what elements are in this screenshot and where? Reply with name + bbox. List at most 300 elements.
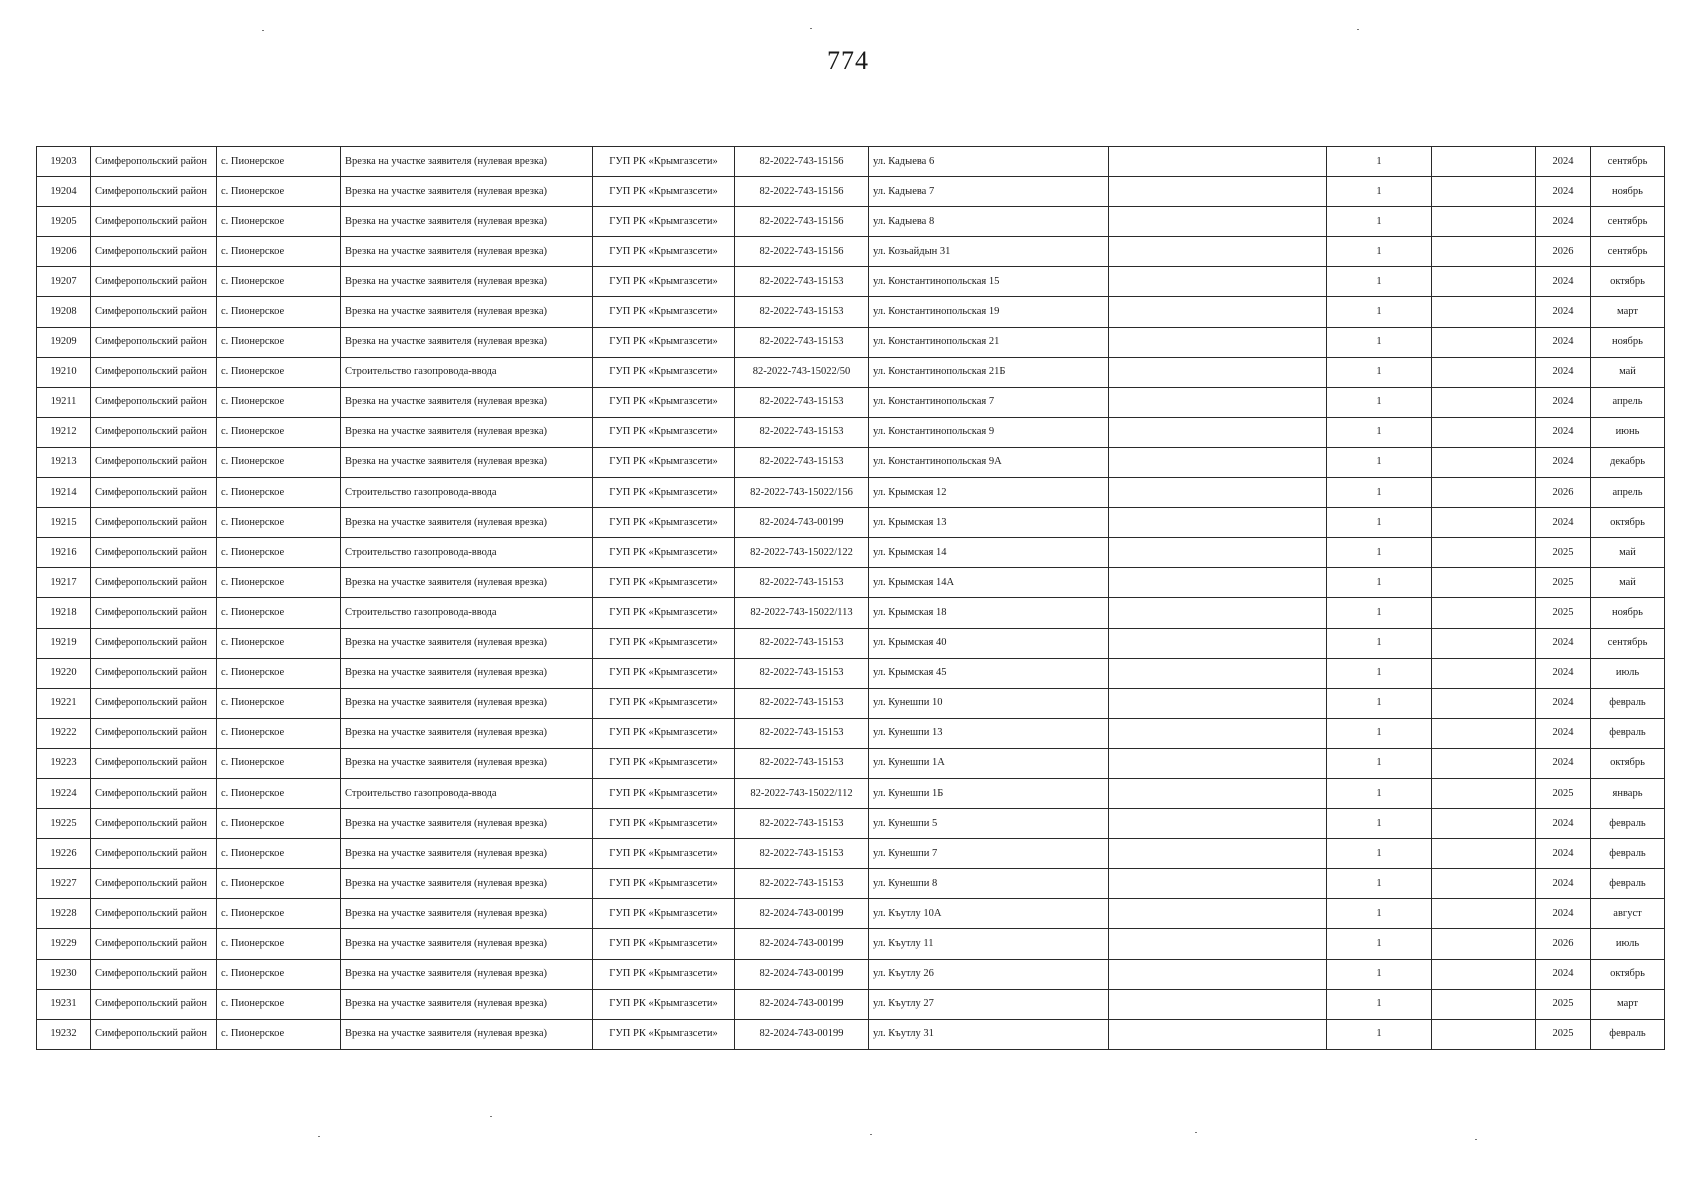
table-body xyxy=(37,147,1665,1050)
code-cell: 82-2022-743-15153 xyxy=(735,839,869,869)
code-cell: 82-2022-743-15153 xyxy=(735,267,869,297)
table-row xyxy=(37,237,1665,267)
work-description-cell: Врезка на участке заявителя (нулевая врезка) xyxy=(341,959,593,989)
year-cell: 2024 xyxy=(1536,809,1591,839)
code-cell: 82-2022-743-15153 xyxy=(735,628,869,658)
month-cell: сентябрь xyxy=(1591,207,1665,237)
village-cell: с. Пионерское xyxy=(217,387,341,417)
work-description-cell: Врезка на участке заявителя (нулевая врезка) xyxy=(341,267,593,297)
empty-cell xyxy=(1432,839,1536,869)
month-cell: октябрь xyxy=(1591,959,1665,989)
year-cell: 2024 xyxy=(1536,147,1591,177)
work-description-cell: Врезка на участке заявителя (нулевая врезка) xyxy=(341,899,593,929)
year-cell: 2024 xyxy=(1536,899,1591,929)
village-cell: с. Пионерское xyxy=(217,568,341,598)
organization-cell: ГУП РК «Крымгазсети» xyxy=(593,147,735,177)
village-cell: с. Пионерское xyxy=(217,628,341,658)
empty-cell xyxy=(1432,478,1536,508)
month-cell: апрель xyxy=(1591,387,1665,417)
address-cell: ул. Козьайдын 31 xyxy=(869,237,1109,267)
empty-cell xyxy=(1432,267,1536,297)
registry-table xyxy=(36,146,1665,1050)
empty-cell xyxy=(1432,508,1536,538)
district-cell: Симферопольский район xyxy=(91,658,217,688)
work-description-cell: Строительство газопровода-ввода xyxy=(341,357,593,387)
empty-cell xyxy=(1432,568,1536,598)
quantity-cell: 1 xyxy=(1327,598,1432,628)
table-row xyxy=(37,538,1665,568)
quantity-cell: 1 xyxy=(1327,1019,1432,1049)
month-cell: май xyxy=(1591,568,1665,598)
year-cell: 2026 xyxy=(1536,929,1591,959)
row-number: 19207 xyxy=(37,267,91,297)
month-cell: сентябрь xyxy=(1591,147,1665,177)
row-number: 19229 xyxy=(37,929,91,959)
organization-cell: ГУП РК «Крымгазсети» xyxy=(593,568,735,598)
organization-cell: ГУП РК «Крымгазсети» xyxy=(593,748,735,778)
empty-cell xyxy=(1109,147,1327,177)
empty-cell xyxy=(1109,1019,1327,1049)
year-cell: 2024 xyxy=(1536,718,1591,748)
district-cell: Симферопольский район xyxy=(91,237,217,267)
month-cell: декабрь xyxy=(1591,447,1665,477)
district-cell: Симферопольский район xyxy=(91,628,217,658)
code-cell: 82-2022-743-15022/122 xyxy=(735,538,869,568)
year-cell: 2026 xyxy=(1536,237,1591,267)
village-cell: с. Пионерское xyxy=(217,267,341,297)
work-description-cell: Врезка на участке заявителя (нулевая врезка) xyxy=(341,989,593,1019)
organization-cell: ГУП РК «Крымгазсети» xyxy=(593,658,735,688)
row-number: 19224 xyxy=(37,778,91,808)
code-cell: 82-2022-743-15153 xyxy=(735,748,869,778)
district-cell: Симферопольский район xyxy=(91,297,217,327)
empty-cell xyxy=(1432,718,1536,748)
code-cell: 82-2024-743-00199 xyxy=(735,899,869,929)
empty-cell xyxy=(1432,207,1536,237)
address-cell: ул. Крымская 45 xyxy=(869,658,1109,688)
district-cell: Симферопольский район xyxy=(91,508,217,538)
district-cell: Симферопольский район xyxy=(91,267,217,297)
table-row xyxy=(37,447,1665,477)
organization-cell: ГУП РК «Крымгазсети» xyxy=(593,387,735,417)
row-number: 19225 xyxy=(37,809,91,839)
organization-cell: ГУП РК «Крымгазсети» xyxy=(593,508,735,538)
table-row xyxy=(37,508,1665,538)
district-cell: Симферопольский район xyxy=(91,417,217,447)
code-cell: 82-2022-743-15156 xyxy=(735,207,869,237)
address-cell: ул. Кадыева 7 xyxy=(869,177,1109,207)
empty-cell xyxy=(1109,809,1327,839)
address-cell: ул. Кунешпи 10 xyxy=(869,688,1109,718)
empty-cell xyxy=(1432,748,1536,778)
quantity-cell: 1 xyxy=(1327,839,1432,869)
village-cell: с. Пионерское xyxy=(217,1019,341,1049)
district-cell: Симферопольский район xyxy=(91,809,217,839)
empty-cell xyxy=(1109,417,1327,447)
district-cell: Симферопольский район xyxy=(91,839,217,869)
district-cell: Симферопольский район xyxy=(91,177,217,207)
village-cell: с. Пионерское xyxy=(217,357,341,387)
empty-cell xyxy=(1109,839,1327,869)
village-cell: с. Пионерское xyxy=(217,147,341,177)
empty-cell xyxy=(1109,207,1327,237)
table-row xyxy=(37,357,1665,387)
organization-cell: ГУП РК «Крымгазсети» xyxy=(593,297,735,327)
row-number: 19226 xyxy=(37,839,91,869)
work-description-cell: Врезка на участке заявителя (нулевая врезка) xyxy=(341,237,593,267)
village-cell: с. Пионерское xyxy=(217,869,341,899)
district-cell: Симферопольский район xyxy=(91,598,217,628)
code-cell: 82-2022-743-15153 xyxy=(735,718,869,748)
month-cell: сентябрь xyxy=(1591,628,1665,658)
village-cell: с. Пионерское xyxy=(217,417,341,447)
row-number: 19219 xyxy=(37,628,91,658)
address-cell: ул. Крымская 14А xyxy=(869,568,1109,598)
district-cell: Симферопольский район xyxy=(91,899,217,929)
work-description-cell: Врезка на участке заявителя (нулевая врезка) xyxy=(341,207,593,237)
address-cell: ул. Константинопольская 9А xyxy=(869,447,1109,477)
year-cell: 2024 xyxy=(1536,628,1591,658)
quantity-cell: 1 xyxy=(1327,207,1432,237)
address-cell: ул. Къутлу 10А xyxy=(869,899,1109,929)
quantity-cell: 1 xyxy=(1327,959,1432,989)
code-cell: 82-2022-743-15153 xyxy=(735,688,869,718)
village-cell: с. Пионерское xyxy=(217,718,341,748)
quantity-cell: 1 xyxy=(1327,478,1432,508)
year-cell: 2024 xyxy=(1536,267,1591,297)
work-description-cell: Врезка на участке заявителя (нулевая врезка) xyxy=(341,839,593,869)
work-description-cell: Врезка на участке заявителя (нулевая врезка) xyxy=(341,929,593,959)
quantity-cell: 1 xyxy=(1327,658,1432,688)
empty-cell xyxy=(1109,478,1327,508)
table-row xyxy=(37,778,1665,808)
month-cell: апрель xyxy=(1591,478,1665,508)
year-cell: 2024 xyxy=(1536,959,1591,989)
address-cell: ул. Константинопольская 9 xyxy=(869,417,1109,447)
empty-cell xyxy=(1109,929,1327,959)
work-description-cell: Врезка на участке заявителя (нулевая врезка) xyxy=(341,508,593,538)
organization-cell: ГУП РК «Крымгазсети» xyxy=(593,207,735,237)
address-cell: ул. Кадыева 8 xyxy=(869,207,1109,237)
code-cell: 82-2022-743-15022/112 xyxy=(735,778,869,808)
village-cell: с. Пионерское xyxy=(217,598,341,628)
address-cell: ул. Къутлу 11 xyxy=(869,929,1109,959)
month-cell: май xyxy=(1591,357,1665,387)
empty-cell xyxy=(1109,538,1327,568)
village-cell: с. Пионерское xyxy=(217,538,341,568)
work-description-cell: Врезка на участке заявителя (нулевая врезка) xyxy=(341,177,593,207)
village-cell: с. Пионерское xyxy=(217,207,341,237)
year-cell: 2024 xyxy=(1536,387,1591,417)
table-row xyxy=(37,568,1665,598)
row-number: 19230 xyxy=(37,959,91,989)
code-cell: 82-2024-743-00199 xyxy=(735,1019,869,1049)
year-cell: 2024 xyxy=(1536,869,1591,899)
address-cell: ул. Крымская 14 xyxy=(869,538,1109,568)
empty-cell xyxy=(1432,387,1536,417)
quantity-cell: 1 xyxy=(1327,688,1432,718)
code-cell: 82-2024-743-00199 xyxy=(735,989,869,1019)
empty-cell xyxy=(1432,1019,1536,1049)
year-cell: 2025 xyxy=(1536,989,1591,1019)
empty-cell xyxy=(1432,989,1536,1019)
empty-cell xyxy=(1432,809,1536,839)
address-cell: ул. Кунешпи 1А xyxy=(869,748,1109,778)
work-description-cell: Врезка на участке заявителя (нулевая врезка) xyxy=(341,628,593,658)
work-description-cell: Строительство газопровода-ввода xyxy=(341,598,593,628)
year-cell: 2025 xyxy=(1536,568,1591,598)
address-cell: ул. Константинопольская 19 xyxy=(869,297,1109,327)
code-cell: 82-2022-743-15153 xyxy=(735,297,869,327)
work-description-cell: Врезка на участке заявителя (нулевая врезка) xyxy=(341,869,593,899)
village-cell: с. Пионерское xyxy=(217,929,341,959)
month-cell: октябрь xyxy=(1591,508,1665,538)
district-cell: Симферопольский район xyxy=(91,778,217,808)
village-cell: с. Пионерское xyxy=(217,508,341,538)
month-cell: ноябрь xyxy=(1591,598,1665,628)
row-number: 19205 xyxy=(37,207,91,237)
code-cell: 82-2022-743-15156 xyxy=(735,237,869,267)
empty-cell xyxy=(1109,297,1327,327)
district-cell: Симферопольский район xyxy=(91,718,217,748)
village-cell: с. Пионерское xyxy=(217,447,341,477)
table-row xyxy=(37,809,1665,839)
month-cell: февраль xyxy=(1591,809,1665,839)
page-number: 774 xyxy=(827,46,869,75)
work-description-cell: Врезка на участке заявителя (нулевая врезка) xyxy=(341,417,593,447)
district-cell: Симферопольский район xyxy=(91,568,217,598)
empty-cell xyxy=(1432,237,1536,267)
year-cell: 2024 xyxy=(1536,688,1591,718)
organization-cell: ГУП РК «Крымгазсети» xyxy=(593,989,735,1019)
code-cell: 82-2022-743-15153 xyxy=(735,809,869,839)
village-cell: с. Пионерское xyxy=(217,748,341,778)
table-row xyxy=(37,207,1665,237)
row-number: 19214 xyxy=(37,478,91,508)
organization-cell: ГУП РК «Крымгазсети» xyxy=(593,447,735,477)
year-cell: 2024 xyxy=(1536,839,1591,869)
village-cell: с. Пионерское xyxy=(217,658,341,688)
work-description-cell: Врезка на участке заявителя (нулевая врезка) xyxy=(341,658,593,688)
table-row xyxy=(37,478,1665,508)
empty-cell xyxy=(1432,357,1536,387)
organization-cell: ГУП РК «Крымгазсети» xyxy=(593,538,735,568)
code-cell: 82-2022-743-15153 xyxy=(735,417,869,447)
table-row xyxy=(37,327,1665,357)
year-cell: 2025 xyxy=(1536,1019,1591,1049)
empty-cell xyxy=(1109,237,1327,267)
year-cell: 2025 xyxy=(1536,538,1591,568)
table-row xyxy=(37,297,1665,327)
year-cell: 2024 xyxy=(1536,357,1591,387)
address-cell: ул. Кунешпи 13 xyxy=(869,718,1109,748)
organization-cell: ГУП РК «Крымгазсети» xyxy=(593,839,735,869)
quantity-cell: 1 xyxy=(1327,177,1432,207)
code-cell: 82-2022-743-15153 xyxy=(735,568,869,598)
empty-cell xyxy=(1109,688,1327,718)
row-number: 19204 xyxy=(37,177,91,207)
month-cell: июнь xyxy=(1591,417,1665,447)
empty-cell xyxy=(1109,628,1327,658)
address-cell: ул. Кунешпи 1Б xyxy=(869,778,1109,808)
table-row xyxy=(37,147,1665,177)
quantity-cell: 1 xyxy=(1327,297,1432,327)
empty-cell xyxy=(1109,508,1327,538)
quantity-cell: 1 xyxy=(1327,748,1432,778)
village-cell: с. Пионерское xyxy=(217,899,341,929)
address-cell: ул. Кунешпи 8 xyxy=(869,869,1109,899)
code-cell: 82-2022-743-15022/50 xyxy=(735,357,869,387)
address-cell: ул. Крымская 40 xyxy=(869,628,1109,658)
row-number: 19231 xyxy=(37,989,91,1019)
row-number: 19232 xyxy=(37,1019,91,1049)
empty-cell xyxy=(1432,929,1536,959)
quantity-cell: 1 xyxy=(1327,568,1432,598)
month-cell: март xyxy=(1591,297,1665,327)
district-cell: Симферопольский район xyxy=(91,327,217,357)
quantity-cell: 1 xyxy=(1327,809,1432,839)
code-cell: 82-2024-743-00199 xyxy=(735,929,869,959)
table-row xyxy=(37,929,1665,959)
code-cell: 82-2022-743-15153 xyxy=(735,387,869,417)
work-description-cell: Врезка на участке заявителя (нулевая врезка) xyxy=(341,297,593,327)
quantity-cell: 1 xyxy=(1327,869,1432,899)
work-description-cell: Врезка на участке заявителя (нулевая врезка) xyxy=(341,147,593,177)
quantity-cell: 1 xyxy=(1327,267,1432,297)
row-number: 19216 xyxy=(37,538,91,568)
quantity-cell: 1 xyxy=(1327,989,1432,1019)
district-cell: Симферопольский район xyxy=(91,147,217,177)
district-cell: Симферопольский район xyxy=(91,357,217,387)
empty-cell xyxy=(1109,327,1327,357)
organization-cell: ГУП РК «Крымгазсети» xyxy=(593,357,735,387)
quantity-cell: 1 xyxy=(1327,718,1432,748)
year-cell: 2024 xyxy=(1536,748,1591,778)
empty-cell xyxy=(1109,177,1327,207)
address-cell: ул. Кунешпи 5 xyxy=(869,809,1109,839)
work-description-cell: Врезка на участке заявителя (нулевая врезка) xyxy=(341,327,593,357)
table-row xyxy=(37,1019,1665,1049)
table-row xyxy=(37,628,1665,658)
organization-cell: ГУП РК «Крымгазсети» xyxy=(593,869,735,899)
month-cell: март xyxy=(1591,989,1665,1019)
organization-cell: ГУП РК «Крымгазсети» xyxy=(593,598,735,628)
year-cell: 2024 xyxy=(1536,508,1591,538)
quantity-cell: 1 xyxy=(1327,327,1432,357)
table-row xyxy=(37,688,1665,718)
code-cell: 82-2024-743-00199 xyxy=(735,508,869,538)
empty-cell xyxy=(1109,778,1327,808)
empty-cell xyxy=(1109,869,1327,899)
empty-cell xyxy=(1432,688,1536,718)
address-cell: ул. Крымская 12 xyxy=(869,478,1109,508)
month-cell: октябрь xyxy=(1591,267,1665,297)
month-cell: ноябрь xyxy=(1591,177,1665,207)
table-row xyxy=(37,598,1665,628)
district-cell: Симферопольский район xyxy=(91,1019,217,1049)
table-row xyxy=(37,417,1665,447)
month-cell: февраль xyxy=(1591,869,1665,899)
empty-cell xyxy=(1109,267,1327,297)
district-cell: Симферопольский район xyxy=(91,748,217,778)
district-cell: Симферопольский район xyxy=(91,929,217,959)
district-cell: Симферопольский район xyxy=(91,207,217,237)
row-number: 19210 xyxy=(37,357,91,387)
empty-cell xyxy=(1109,598,1327,628)
work-description-cell: Строительство газопровода-ввода xyxy=(341,478,593,508)
work-description-cell: Врезка на участке заявителя (нулевая врезка) xyxy=(341,809,593,839)
empty-cell xyxy=(1432,417,1536,447)
address-cell: ул. Крымская 18 xyxy=(869,598,1109,628)
code-cell: 82-2022-743-15153 xyxy=(735,327,869,357)
organization-cell: ГУП РК «Крымгазсети» xyxy=(593,778,735,808)
organization-cell: ГУП РК «Крымгазсети» xyxy=(593,1019,735,1049)
quantity-cell: 1 xyxy=(1327,357,1432,387)
work-description-cell: Врезка на участке заявителя (нулевая врезка) xyxy=(341,1019,593,1049)
row-number: 19208 xyxy=(37,297,91,327)
district-cell: Симферопольский район xyxy=(91,869,217,899)
quantity-cell: 1 xyxy=(1327,417,1432,447)
address-cell: ул. Константинопольская 21Б xyxy=(869,357,1109,387)
work-description-cell: Строительство газопровода-ввода xyxy=(341,538,593,568)
year-cell: 2024 xyxy=(1536,297,1591,327)
month-cell: ноябрь xyxy=(1591,327,1665,357)
empty-cell xyxy=(1109,568,1327,598)
empty-cell xyxy=(1432,177,1536,207)
village-cell: с. Пионерское xyxy=(217,688,341,718)
row-number: 19206 xyxy=(37,237,91,267)
address-cell: ул. Константинопольская 15 xyxy=(869,267,1109,297)
year-cell: 2026 xyxy=(1536,478,1591,508)
empty-cell xyxy=(1109,447,1327,477)
empty-cell xyxy=(1432,778,1536,808)
month-cell: октябрь xyxy=(1591,748,1665,778)
address-cell: ул. Къутлу 26 xyxy=(869,959,1109,989)
organization-cell: ГУП РК «Крымгазсети» xyxy=(593,718,735,748)
village-cell: с. Пионерское xyxy=(217,839,341,869)
district-cell: Симферопольский район xyxy=(91,447,217,477)
empty-cell xyxy=(1432,869,1536,899)
code-cell: 82-2022-743-15153 xyxy=(735,869,869,899)
empty-cell xyxy=(1109,899,1327,929)
empty-cell xyxy=(1109,989,1327,1019)
address-cell: ул. Константинопольская 21 xyxy=(869,327,1109,357)
code-cell: 82-2022-743-15022/156 xyxy=(735,478,869,508)
work-description-cell: Врезка на участке заявителя (нулевая врезка) xyxy=(341,688,593,718)
quantity-cell: 1 xyxy=(1327,237,1432,267)
month-cell: февраль xyxy=(1591,718,1665,748)
address-cell: ул. Крымская 13 xyxy=(869,508,1109,538)
quantity-cell: 1 xyxy=(1327,778,1432,808)
empty-cell xyxy=(1109,718,1327,748)
row-number: 19212 xyxy=(37,417,91,447)
empty-cell xyxy=(1432,297,1536,327)
quantity-cell: 1 xyxy=(1327,508,1432,538)
village-cell: с. Пионерское xyxy=(217,989,341,1019)
year-cell: 2025 xyxy=(1536,598,1591,628)
code-cell: 82-2022-743-15156 xyxy=(735,147,869,177)
work-description-cell: Врезка на участке заявителя (нулевая врезка) xyxy=(341,718,593,748)
empty-cell xyxy=(1432,899,1536,929)
month-cell: июль xyxy=(1591,929,1665,959)
table-row xyxy=(37,658,1665,688)
quantity-cell: 1 xyxy=(1327,538,1432,568)
month-cell: февраль xyxy=(1591,1019,1665,1049)
empty-cell xyxy=(1432,147,1536,177)
table-row xyxy=(37,177,1665,207)
row-number: 19213 xyxy=(37,447,91,477)
year-cell: 2024 xyxy=(1536,447,1591,477)
